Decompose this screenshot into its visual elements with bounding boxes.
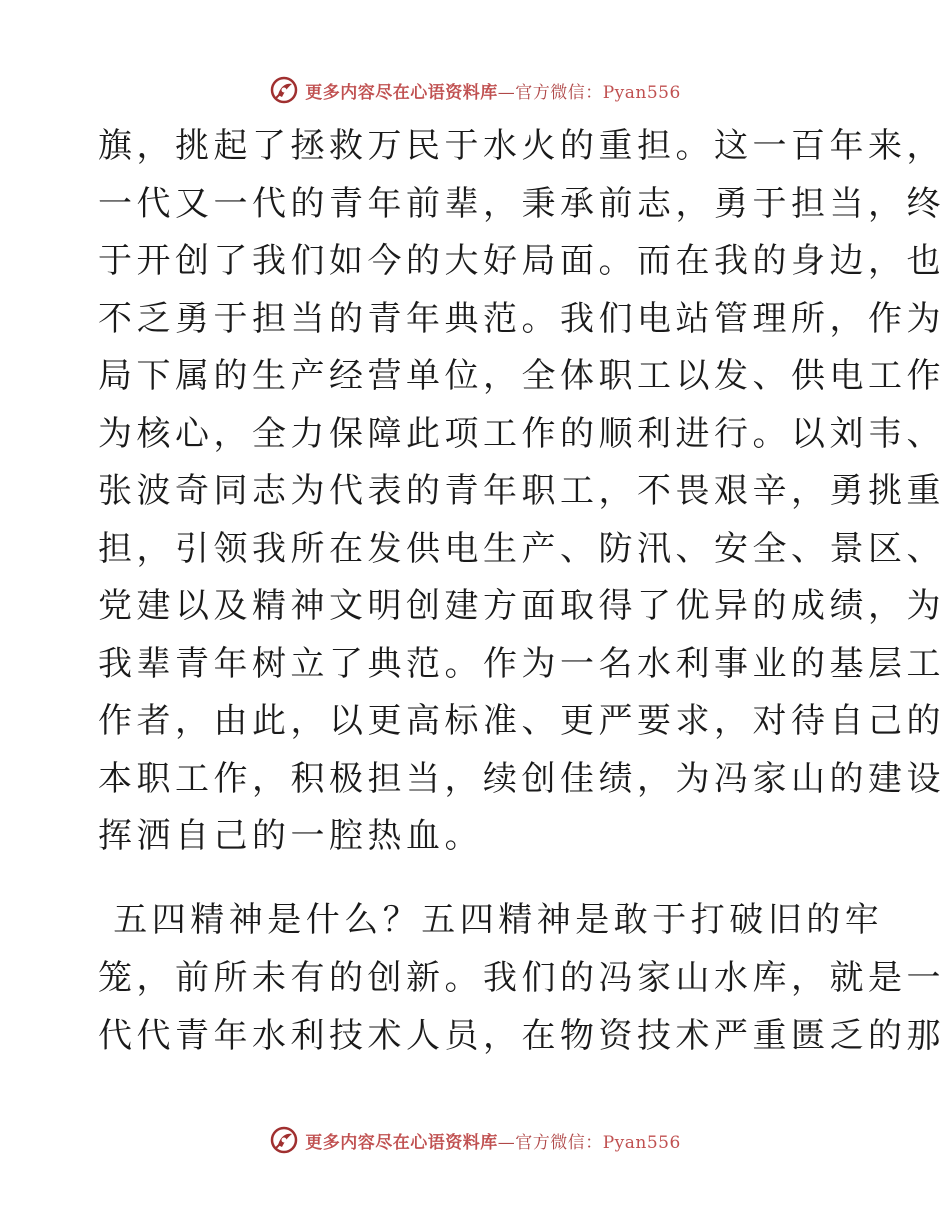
- banner-text: [305, 1128, 681, 1153]
- text-line: 挥洒自己的一腔热血。: [98, 816, 483, 856]
- paragraph-2: [98, 891, 945, 1065]
- banner-text: [305, 78, 681, 103]
- banner-separator: —: [497, 1132, 516, 1153]
- text-line: 于开创了我们如今的大好局面。而在我的身边，也: [98, 241, 945, 281]
- banner-brand-text: 更多内容尽在心语资料库: [305, 1132, 498, 1153]
- banner-brand-text: 更多内容尽在心语资料库: [305, 82, 498, 103]
- text-line: 笼，前所未有的创新。我们的冯家山水库，就是一: [98, 958, 945, 998]
- text-line: 为核心，全力保障此项工作的顺利进行。以刘韦、: [98, 413, 945, 454]
- text-line: 局下属的生产经营单位，全体职工以发、供电工作: [98, 356, 945, 396]
- banner-wechat-account: Pyan556: [602, 1132, 681, 1153]
- text-line: 五四精神是什么？五四精神是敢于打破旧的牢: [98, 900, 884, 940]
- header-banner: [0, 70, 950, 110]
- banner-wechat-label: 官方微信：: [515, 82, 603, 103]
- banner-wechat-label: 官方微信：: [515, 1132, 603, 1153]
- text-line: 本职工作，积极担当，续创佳绩，为冯家山的建设: [98, 758, 945, 799]
- logo-icon: [269, 75, 299, 105]
- text-line: 一代又一代的青年前辈，秉承前志，勇于担当，终: [98, 183, 945, 224]
- text-line: 代代青年水利技术人员，在物资技术严重匮乏的那: [98, 1016, 945, 1056]
- logo-icon: [269, 1125, 299, 1155]
- paragraph-1: [98, 118, 945, 866]
- banner-separator: —: [497, 82, 516, 103]
- text-line: 不乏勇于担当的青年典范。我们电站管理所，作为: [98, 298, 945, 339]
- text-line: 我辈青年树立了典范。作为一名水利事业的基层工: [98, 643, 945, 684]
- text-line: 担，引领我所在发供电生产、防汛、安全、景区、: [98, 528, 945, 569]
- footer-banner: [0, 1120, 950, 1160]
- banner-wechat-account: Pyan556: [602, 82, 681, 103]
- text-line: 张波奇同志为代表的青年职工，不畏艰辛，勇挑重: [98, 471, 945, 511]
- text-line: 旗，挑起了拯救万民于水火的重担。这一百年来，: [98, 126, 945, 166]
- text-line: 作者，由此，以更高标准、更严要求，对待自己的: [98, 701, 945, 741]
- text-line: 党建以及精神文明创建方面取得了优异的成绩，为: [98, 586, 945, 626]
